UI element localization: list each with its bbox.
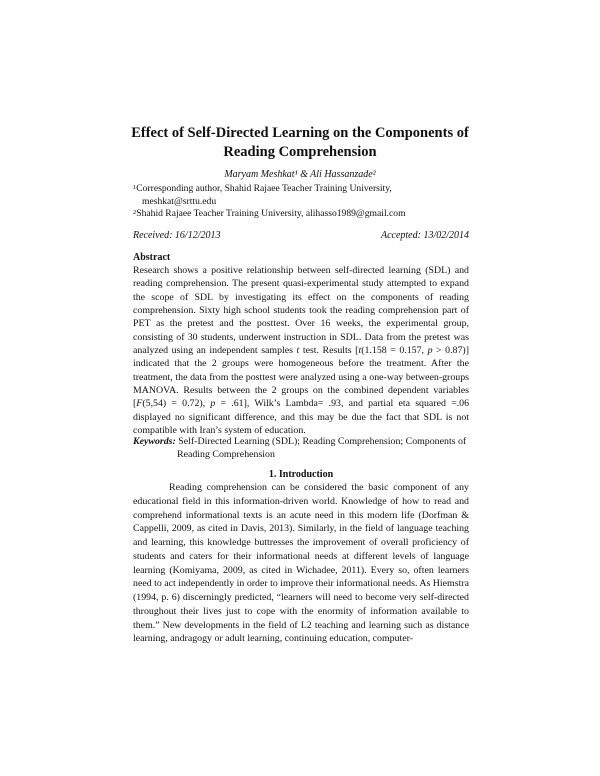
- section-heading-introduction: 1. Introduction: [268, 469, 334, 480]
- stat-symbol: t: [358, 345, 362, 357]
- stat-symbol: p: [427, 345, 433, 357]
- affiliation-2-text: Shahid Rajaee Teacher Training University, alihasso1989@gmail.com: [136, 208, 406, 219]
- affiliation-2: [133, 208, 473, 221]
- abstract-part: test. Results [: [299, 345, 359, 357]
- affiliation-1: [133, 183, 473, 208]
- title-line-1: Effect of Self-Directed Learning on the Components of: [131, 125, 469, 141]
- stat-symbol: F: [136, 398, 143, 410]
- affiliation-1-text: Corresponding author, Shahid Rajaee Teacher Training University,: [136, 183, 392, 194]
- abstract-part: (5,54) = 0.72),: [142, 398, 211, 410]
- abstract-part: (1.158 = 0.157,: [361, 345, 428, 357]
- received-date: Received: 16/12/2013: [133, 230, 221, 241]
- author-list: Maryam Meshkat¹ & Ali Hassanzade²: [224, 169, 376, 180]
- title-line-2: Reading Comprehension: [223, 144, 377, 160]
- abstract-part: Research shows a positive relationship between self-directed learning (SDL) and reading comprehension. The present quasi-experimental study attempted to expand the scope of SDL by investigating its effect on the components of reading comprehension. Sixty high school students took the reading comprehension part of PET as the pretest and the posttest. Over 16 weeks, the experimental group, consisting of 30 students, underwent instruction in SDL. Data from the pretest was analyzed using an independent samples: [133, 265, 469, 357]
- affiliation-2-mark: 2: [133, 209, 137, 216]
- keywords-line-2: Reading Comprehension: [177, 449, 275, 460]
- abstract-part: = .61], Wilk’s Lambda= .93, and partial eta squared =.06 displayed no significant difference, and this may be due the fact that SDL is not compatible with Iran’s system of education.: [133, 398, 470, 437]
- paper-title: [100, 124, 500, 162]
- dates-row: [133, 229, 469, 242]
- abstract-text: [133, 264, 469, 437]
- keywords-label: Keywords:: [133, 436, 176, 447]
- affiliation-1-mark: 1: [133, 184, 137, 191]
- affiliation-1-email: meshkat@srttu.edu: [142, 195, 217, 207]
- abstract-heading: Abstract: [133, 252, 171, 263]
- introduction-paragraph: Reading comprehension can be considered the basic component of any educational field in this information-driven world. Knowledge of how to read and comprehend informational texts is an acute need in this modern life (Dorfman & Cappelli, 2009, as cited in Davis, 2013). Similarly, in the field of language teaching and learning, this knowledge buttresses the improvement of overall proficiency of students and caters for their informational needs at different levels of language learning (Komiyama, 2009, as cited in Wichadee, 2011). Every so, often learners need to act independently in order to improve their informational needs. As Hiemstra (1994, p. 6) discerningly predicted, “learners will need to become very self-directed throughout their lives just to cope with the enormity of information available to them.” New developments in the field of L2 teaching and learning such as distance learning, andragogy or adult learning, continuing education, computer-: [133, 482, 469, 645]
- stat-symbol: p: [210, 398, 216, 410]
- keywords-line-1: Self-Directed Learning (SDL); Reading Comprehension; Components of: [175, 436, 467, 447]
- keywords: [133, 435, 469, 461]
- abstract-part: > 0.87)] indicated that the 2 groups were homogeneous before the treatment. After the treatment, the data from the posttest were analyzed using a one-way between-groups MANOVA. Results between the 2 groups on the combined dependent variables [: [133, 345, 469, 410]
- stat-symbol: t: [296, 345, 300, 357]
- accepted-date: Accepted: 13/02/2014: [380, 230, 469, 241]
